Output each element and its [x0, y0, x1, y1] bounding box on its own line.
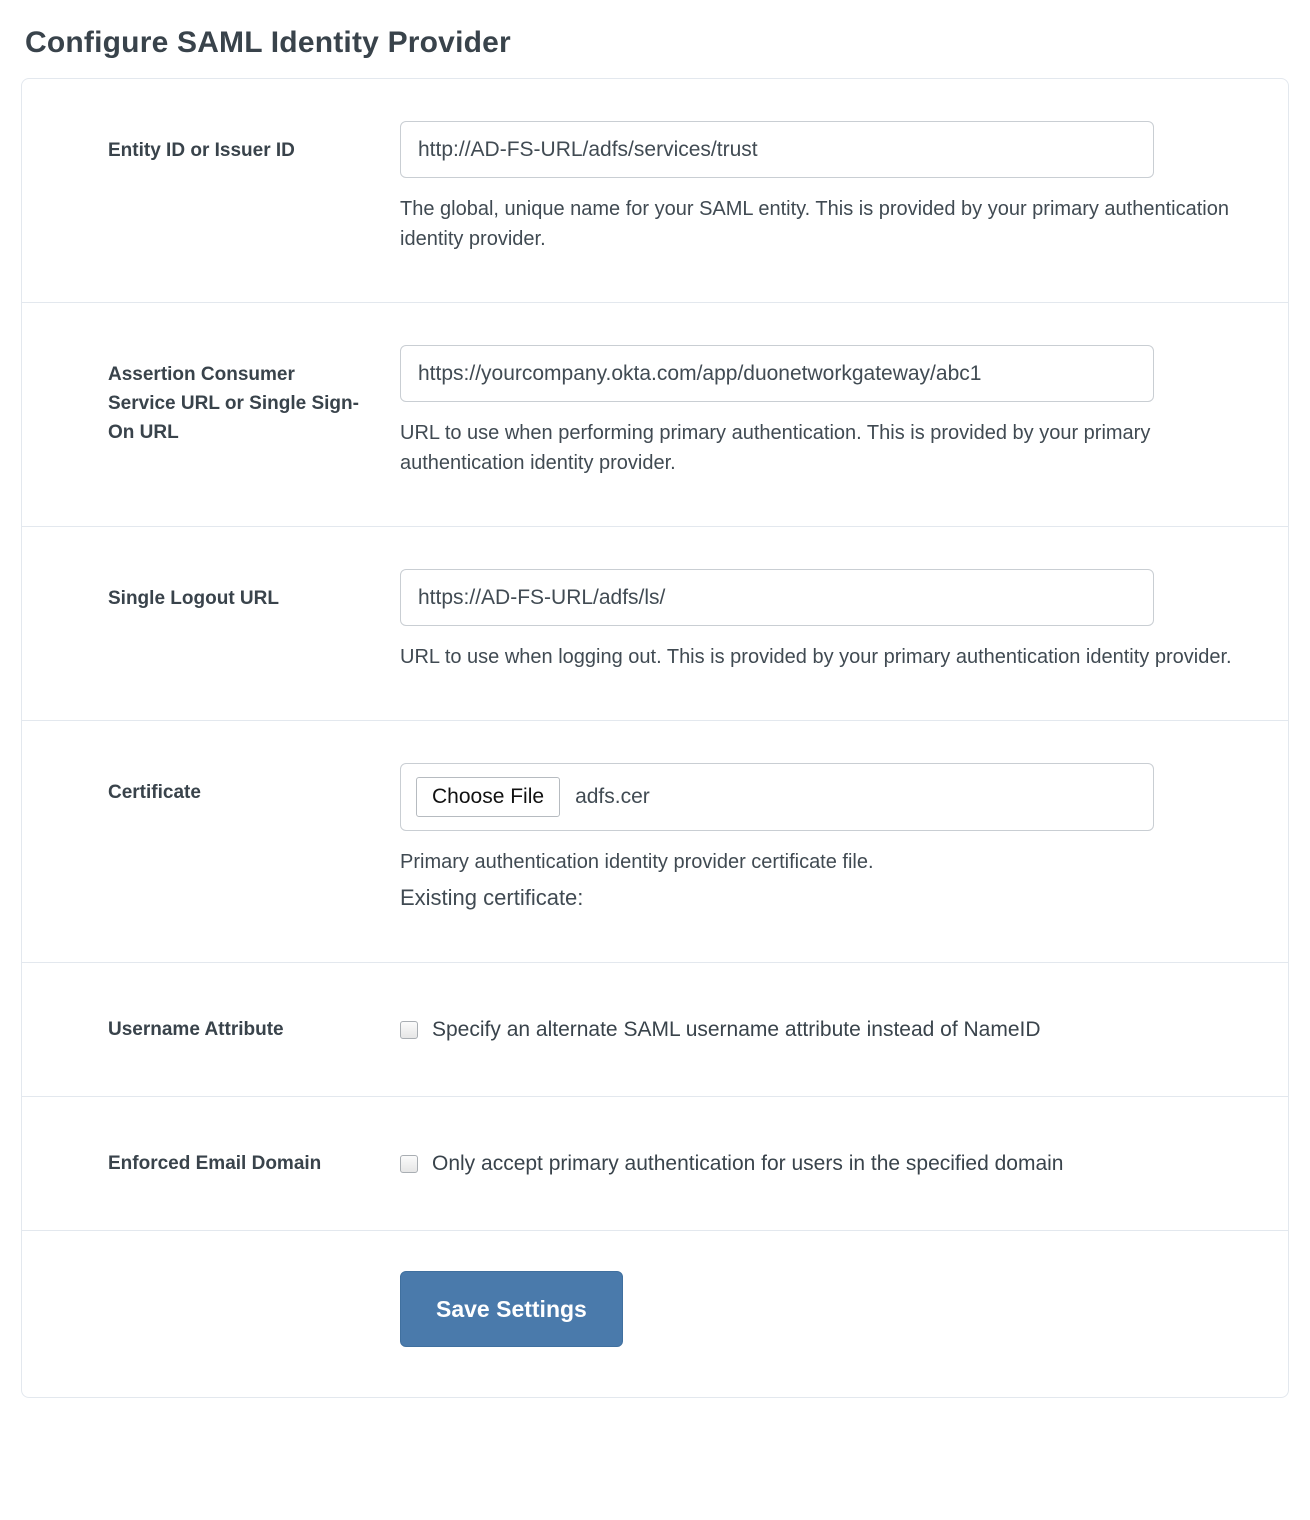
save-settings-button[interactable]: Save Settings [400, 1271, 623, 1347]
form-row-actions [22, 1230, 1288, 1397]
acs-url-help: URL to use when performing primary authentication. This is provided by your primary authentication identity provider. [400, 422, 1151, 474]
entity-id-label: Entity ID or Issuer ID [108, 140, 295, 161]
form-row-enforced-email-domain [22, 1096, 1288, 1230]
form-row-entity-id [22, 79, 1288, 302]
entity-id-input[interactable] [400, 121, 1154, 178]
enforced-email-domain-label: Enforced Email Domain [108, 1153, 322, 1174]
acs-url-label: Assertion Consumer Service URL or Single Sign-On URL [108, 364, 359, 443]
enforced-email-domain-checkbox-label: Only accept primary authentication for users in the specified domain [432, 1152, 1064, 1175]
entity-id-help: The global, unique name for your SAML entity. This is provided by your primary authentication identity provider. [400, 198, 1229, 250]
form-row-username-attribute [22, 962, 1288, 1096]
certificate-file-name: adfs.cer [575, 785, 650, 808]
form-row-acs-url [22, 302, 1288, 526]
single-logout-url-input[interactable] [400, 569, 1154, 626]
form-row-single-logout-url [22, 526, 1288, 720]
enforced-email-domain-checkbox[interactable] [400, 1155, 418, 1173]
certificate-help: Primary authentication identity provider certificate file. [400, 851, 874, 873]
form-row-certificate [22, 720, 1288, 962]
choose-file-button[interactable]: Choose File [416, 777, 560, 817]
actions-label-spacer [108, 1271, 361, 1347]
single-logout-url-label: Single Logout URL [108, 588, 279, 609]
username-attribute-label: Username Attribute [108, 1019, 284, 1040]
single-logout-url-help: URL to use when logging out. This is provided by your primary authentication identity provider. [400, 646, 1232, 668]
certificate-file-input[interactable] [400, 763, 1154, 831]
username-attribute-checkbox[interactable] [400, 1021, 418, 1039]
saml-config-panel [21, 78, 1289, 1398]
username-attribute-checkbox-label: Specify an alternate SAML username attribute instead of NameID [432, 1018, 1041, 1041]
existing-certificate-label: Existing certificate: [400, 885, 584, 910]
certificate-label: Certificate [108, 782, 201, 803]
page-title: Configure SAML Identity Provider [25, 26, 511, 59]
acs-url-input[interactable] [400, 345, 1154, 402]
